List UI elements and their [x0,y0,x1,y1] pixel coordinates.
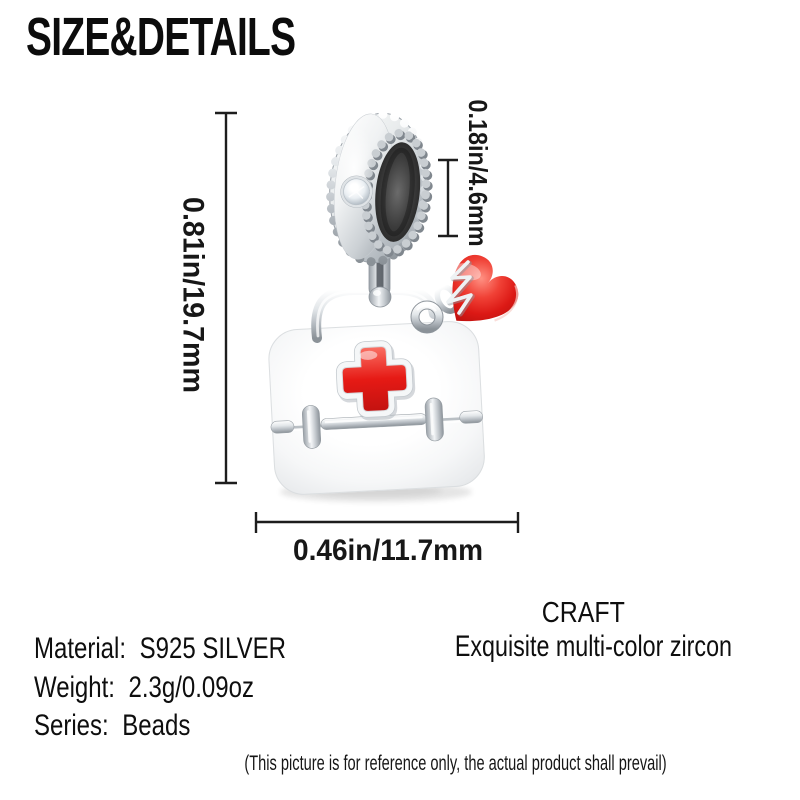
width-dimension-line [256,512,518,533]
spec-list [34,630,349,746]
latch-clasp-left [302,405,321,449]
spec-row-series [34,707,349,746]
spec-label: Series: [34,709,109,742]
bail-dimension-label: 0.18in/4.6mm [463,99,493,263]
craft-description-text: Exquisite multi-color zircon [454,630,733,663]
bail-dimension-line [438,160,458,236]
latch-clasp-right [425,398,444,442]
spec-value: S925 SILVER [139,632,286,665]
craft-description [418,630,748,663]
height-dimension-label: 0.81in/19.7mm [176,197,210,403]
spec-row-material [34,630,349,669]
bail-bead [322,108,435,267]
width-dimension-label: 0.46in/11.7mm [293,534,483,567]
craft-heading-text: CRAFT [541,597,625,629]
page-title-text: SIZE&DETAILS [26,7,296,67]
link-ring [415,305,439,329]
craft-section [418,596,748,663]
disclaimer [145,747,667,779]
spec-row-weight [34,669,349,708]
spec-label: Material: [34,632,127,665]
spec-value: 2.3g/0.09oz [128,670,254,704]
height-dimension-line [215,113,237,483]
first-aid-box [266,320,486,497]
spec-label: Weight: [34,670,115,704]
craft-heading [418,596,748,630]
spec-value: Beads [122,709,191,742]
disclaimer-text: (This picture is for reference only, the actual product shall prevail) [244,751,667,775]
